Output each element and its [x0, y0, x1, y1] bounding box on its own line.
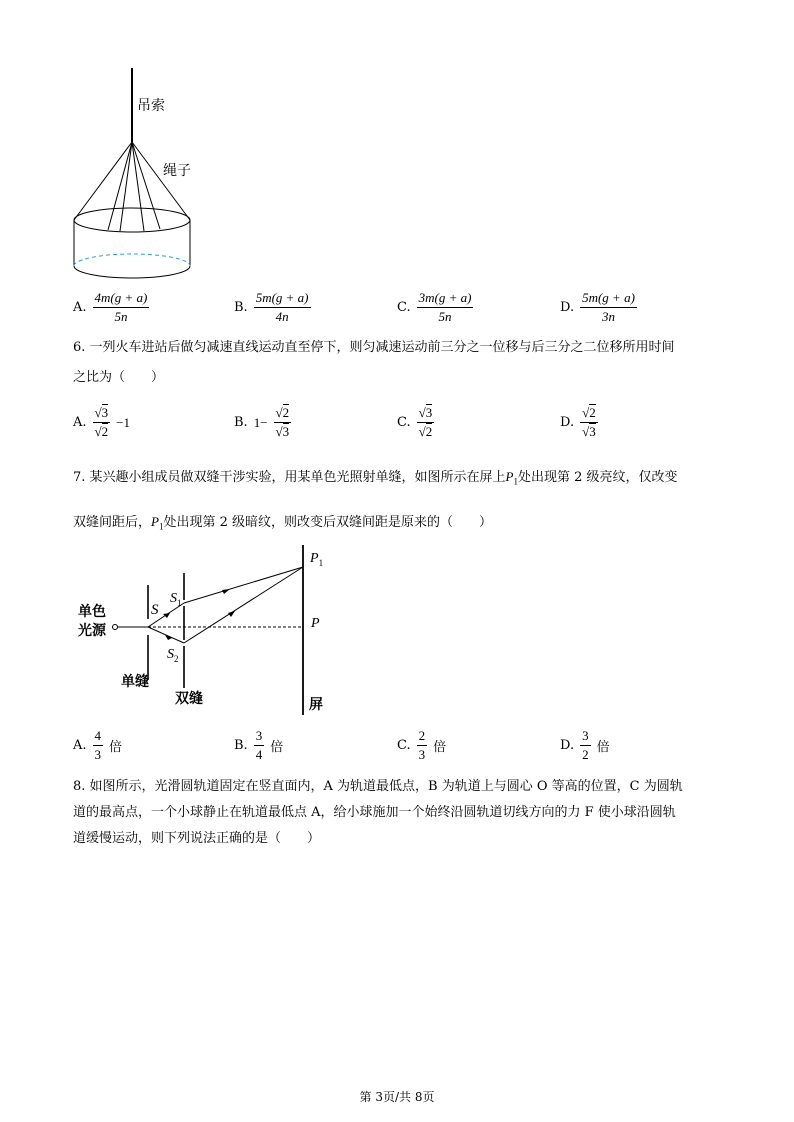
- ray-s1-p1: [184, 567, 303, 603]
- q8-stem: 8. 如图所示，光滑圆轨道固定在竖直面内，A 为轨道最低点，B 为轨道上与圆心 O 等高的位置，C 为圆轨 道的最高点，一个小球静止在轨道最低点 A，给小球施加一个始终沿圆轨道切线方向的力 F 使小球沿圆轨 道缓慢运动，则下列说法正确的是（ ）: [73, 779, 683, 846]
- label-single-slit: 单缝: [121, 674, 149, 690]
- q6-option-d[interactable]: D. $\frac{√2}{√3}$: [560, 405, 596, 439]
- q6-option-c[interactable]: C. $\frac{√3}{√2}$: [397, 405, 433, 439]
- label-rope: 绳子: [163, 163, 191, 179]
- arrow-head: [163, 613, 170, 618]
- label-source-1: 单色: [78, 604, 106, 620]
- q7-option-b[interactable]: B. $\frac{3}{4}$ 倍: [234, 728, 284, 762]
- q7-option-c[interactable]: C. $\frac{2}{3}$ 倍: [397, 728, 447, 762]
- rope-line: [108, 142, 132, 230]
- label-p1: $P_1$: [310, 551, 324, 568]
- double-slit-figure: [70, 540, 350, 720]
- q7-option-a[interactable]: A. $\frac{4}{3}$ 倍: [73, 728, 123, 762]
- arrow-head: [228, 611, 235, 617]
- cylinder-bottom-hidden: [74, 254, 190, 266]
- light-source: [113, 625, 118, 630]
- ray-s-s2: [148, 627, 184, 643]
- arrow-head: [222, 589, 230, 594]
- rope-line: [132, 142, 160, 229]
- cylinder-top: [74, 208, 190, 232]
- q7-stem: 7. 某兴趣小组成员做双缝干涉实验，用某单色光照射单缝，如图所示在屏上$P_1$处出现第 2 级亮纹，仅改变 双缝间距后，$P_1$处出现第 2 级暗纹，则改变后双缝间距是原来的（ ）: [73, 469, 678, 532]
- q6-option-b[interactable]: B. 1− $\frac{√2}{√3}$: [234, 405, 290, 439]
- label-source-2: 光源: [78, 623, 106, 639]
- label-s2: $S_2$: [167, 647, 179, 664]
- label-s: S: [151, 602, 159, 618]
- ray-s2-p1: [184, 567, 303, 643]
- label-screen: 屏: [309, 697, 323, 713]
- label-p: P: [311, 616, 320, 631]
- label-cable: 吊索: [137, 98, 165, 114]
- label-double-slit: 双缝: [175, 691, 203, 707]
- q7-option-d[interactable]: D. $\frac{3}{2}$ 倍: [560, 728, 610, 762]
- q5-option-d[interactable]: D. $\frac{5m(g + a)}{3n}$: [560, 290, 635, 324]
- q6-option-a[interactable]: A. $\frac{√3}{√2}$ −1: [73, 405, 131, 439]
- page-footer: 第 3页/共 8页: [359, 1090, 435, 1104]
- q5-option-a[interactable]: A. $\frac{4m(g + a)}{5n}$: [73, 290, 148, 324]
- q5-option-b[interactable]: B. $\frac{5m(g + a)}{4n}$: [234, 290, 309, 324]
- q6-stem: 6. 一列火车进站后做匀减速直线运动直至停下，则匀减速运动前三分之一位移与后三分之二位移所用时间 之比为（ ）: [73, 340, 675, 385]
- cylinder-bottom: [74, 266, 190, 278]
- label-s1: $S_1$: [170, 591, 182, 608]
- crane-figure: [60, 60, 220, 285]
- q5-option-c[interactable]: C. $\frac{3m(g + a)}{5n}$: [397, 290, 472, 324]
